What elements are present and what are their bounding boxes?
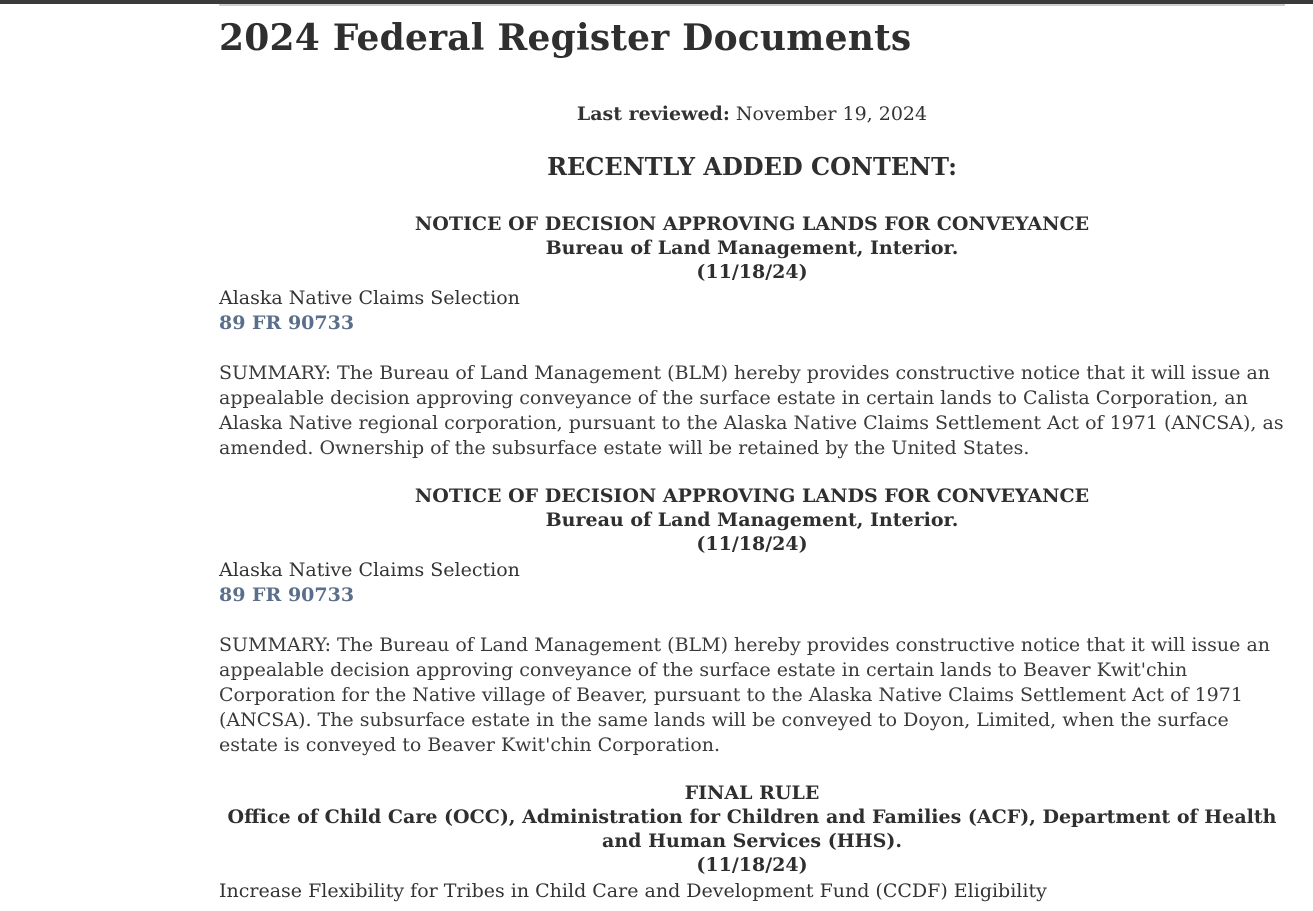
document-subject: Increase Flexibility for Tribes in Child Care and Development Fund (CCDF) Eligibility — [219, 880, 1047, 902]
document-agency: Bureau of Land Management, Interior. — [545, 509, 959, 531]
last-reviewed-date: November 19, 2024 — [735, 103, 928, 125]
document-citation-link[interactable]: 89 FR 90733 — [219, 312, 355, 334]
document-agency: Bureau of Land Management, Interior. — [545, 237, 959, 259]
document-summary: SUMMARY: The Bureau of Land Management (BLM) hereby provides constructive notice that it will issue an appealable decision approving conveyance of the surface estate in certain lands to Beaver Kwit'chin Corporation for the Native village of Beaver, pursuant to the Alaska Native Claims Settlement Act of 1971 (ANCSA). The subsurface estate in the same lands will be conveyed to Doyon, Limited, when the surface estate is conveyed to Beaver Kwit'chin Corporation. — [219, 634, 1271, 756]
document-entry — [219, 781, 1285, 904]
header-divider — [219, 4, 1285, 6]
document-summary: SUMMARY: The Bureau of Land Management (BLM) hereby provides constructive notice that it will issue an appealable decision approving conveyance of the surface estate in certain lands to Calista Corporation, an Alaska Native regional corporation, pursuant to the Alaska Native Claims Settlement Act of 1971 (ANCSA), as amended. Ownership of the subsurface estate will be retained by the United States. — [219, 362, 1284, 459]
document-subject: Alaska Native Claims Selection — [219, 559, 520, 581]
document-subject: Alaska Native Claims Selection — [219, 287, 520, 309]
page-title: 2024 Federal Register Documents — [219, 17, 912, 59]
document-agency: Office of Child Care (OCC), Administration for Children and Families (ACF), Department of Health and Human Services (HHS). — [227, 806, 1277, 852]
document-citation-link[interactable]: 89 FR 90733 — [219, 584, 355, 606]
document-type: NOTICE OF DECISION APPROVING LANDS FOR CONVEYANCE — [414, 213, 1090, 235]
last-reviewed — [219, 103, 1285, 125]
last-reviewed-label: Last reviewed: — [576, 103, 730, 125]
document-entry — [219, 212, 1285, 461]
section-heading: RECENTLY ADDED CONTENT: — [547, 152, 957, 181]
document-type: FINAL RULE — [684, 782, 820, 804]
document-entry — [219, 484, 1285, 758]
document-date: (11/18/24) — [696, 261, 808, 283]
document-date: (11/18/24) — [696, 533, 808, 555]
document-type: NOTICE OF DECISION APPROVING LANDS FOR CONVEYANCE — [414, 485, 1090, 507]
document-date: (11/18/24) — [696, 854, 808, 876]
